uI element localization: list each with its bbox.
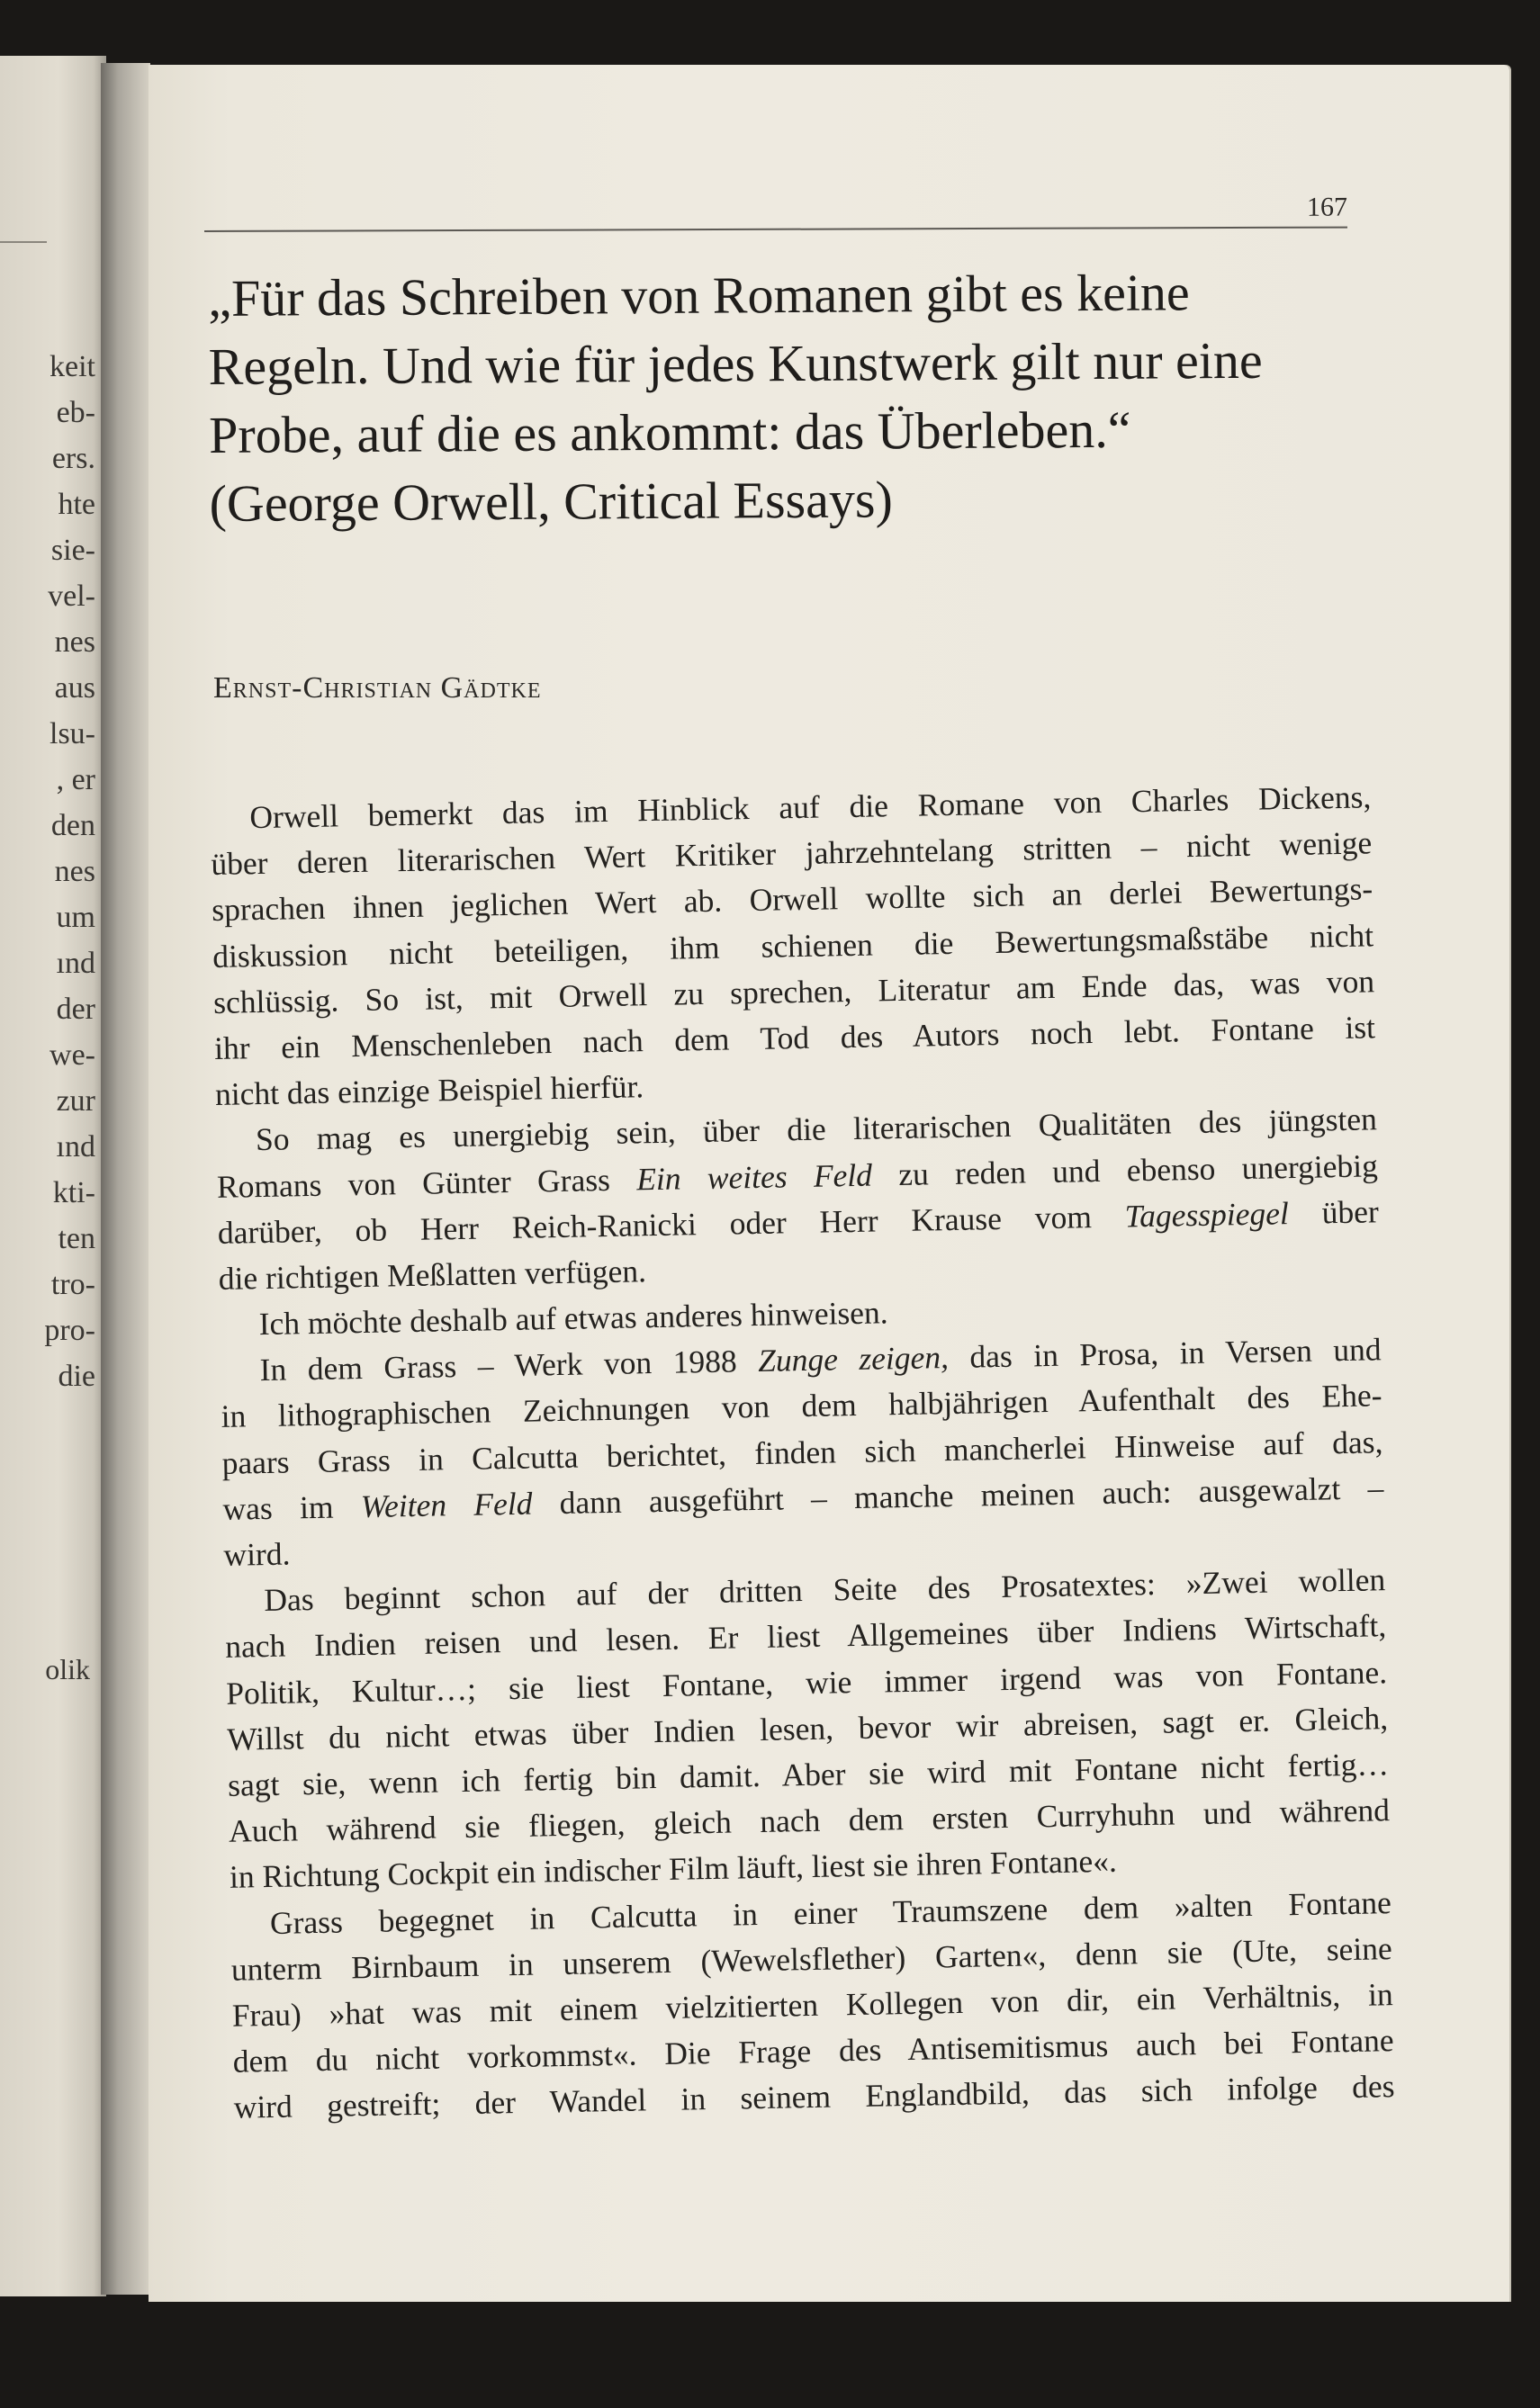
text-line: Willst du nicht etwas über Indien lesen, bevor wir abreisen, sagt er. Gleich, [226,1699,1389,1757]
newspaper-title-italic: Tagesspiegel [1124,1194,1290,1235]
chapter-title [208,257,1398,538]
text-line: So mag es unergiebig sein, über die literarischen Qualitäten des jüngsten [255,1101,1378,1158]
left-fragment: we- [50,1038,95,1072]
text-line: die richtigen Meßlatten verfügen. [218,1253,647,1297]
text-line: Auch während sie fliegen, gleich nach dem ersten Curryhuhn und während [228,1792,1391,1849]
text-line: In dem Grass – Werk von 1988 Zunge zeigen, das in Prosa, in Versen und [259,1331,1382,1388]
left-fragment: der [56,993,95,1026]
left-fragment: ınd [56,1130,95,1164]
left-fragment: die [58,1360,95,1393]
paragraph [224,1557,1391,1900]
left-fragment: um [56,901,95,934]
left-fragment: lsu- [50,717,95,750]
text-line: Frau) »hat was mit einem vielzitierten Kollegen von dir, ein Verhältnis, in [231,1976,1393,2034]
left-fragment: ten [58,1222,95,1255]
text-line: nach Indien reisen und lesen. Er liest Allgemeines über Indiens Wirtschaft, [224,1607,1387,1666]
left-facing-page [0,56,106,2296]
left-fragment: keit [50,350,95,383]
left-fragment: , er [56,763,95,796]
text-line: Romans von Günter Grass Ein weites Feld zu reden und ebenso unergiebig [216,1146,1379,1205]
left-bottom-fragment: olik [45,1653,90,1685]
text-line: unterm Birnbaum in unserem (Wewelsflether) Garten«, denn sie (Ute, seine [230,1929,1393,1988]
text-line: sagt sie, wenn ich fertig bin damit. Aber sie wird mit Fontane nicht fertig… [227,1746,1390,1803]
left-fragment: aus [54,671,95,705]
text-line: nicht das einzige Beispiel hierfür. [214,1068,644,1113]
left-fragment: ers. [51,442,95,475]
text-line: ihr ein Menschenleben nach dem Tod des Autors noch lebt. Fontane ist [213,1009,1376,1066]
body-text [210,774,1395,2131]
left-fragment: nes [54,855,95,888]
text-line: was im Weiten Feld dann ausgeführt – manche meinen auch: ausgewalzt – [222,1469,1384,1527]
left-fragment: hte [58,488,95,521]
title-line: „Für das Schreiben von Romanen gibt es keine [208,263,1190,328]
left-page-rule [0,241,47,243]
text-line: Ich möchte deshalb auf etwas anderes hinweisen. [258,1294,888,1343]
left-fragment: zur [56,1084,95,1118]
text-line: schlüssig. So ist, mit Orwell zu sprechen, Literatur am Ende das, was von [212,963,1375,1020]
title-line: Regeln. Und wie für jedes Kunstwerk gilt nur eine [208,330,1263,396]
left-fragment: pro- [44,1314,95,1347]
paragraph [216,1097,1381,1302]
text-line: paars Grass in Calcutta berichtet, finden sich mancherlei Hinweise auf das, [221,1423,1383,1481]
left-fragment: eb- [56,396,95,429]
text-line: darüber, ob Herr Reich-Ranicki oder Herr Krause vom Tagesspiegel über [217,1192,1380,1251]
text-line: über deren literarischen Wert Kritiker jahrzehntelang stritten – nicht wenige [211,824,1373,883]
text-line: Grass begegnet in Calcutta in einer Traumszene dem »alten Fontane [269,1883,1392,1941]
text-line: in Richtung Cockpit ein indischer Film läuft, liest sie ihren Fontane«. [229,1843,1118,1896]
text-line: in lithographischen Zeichnungen von dem halbjährigen Aufenthalt des Ehe- [221,1377,1382,1435]
page-number: 167 [1306,192,1347,222]
left-page-text-fragments [0,344,95,1399]
left-fragment: vel- [48,580,95,613]
text-line: sprachen ihnen jeglichen Wert ab. Orwell wollte sich an derlei Bewertungs- [211,870,1373,929]
title-line: (George Orwell, Critical Essays) [209,470,893,533]
text-line: wird gestreift; der Wandel in seinem Englandbild, das sich infolge des [233,2068,1395,2126]
left-fragment: tro- [50,1268,95,1301]
left-fragment: den [50,809,95,842]
book-gutter [101,63,150,2295]
text-line: diskussion nicht beteiligen, ihm schienen die Bewertungsmaßstäbe nicht [212,916,1374,975]
paragraph [230,1880,1395,2132]
running-head [204,187,1347,232]
paragraph [220,1327,1384,1579]
book-page [149,65,1509,2302]
left-fragment: ınd [56,947,95,980]
book-title-italic: Zunge zeigen, [757,1339,950,1379]
left-fragment: nes [54,625,95,659]
title-line: Probe, auf die es ankommt: das Überleben.“ [208,400,1131,464]
text-line: Das beginnt schon auf der dritten Seite des Prosatextes: »Zwei wollen [264,1561,1386,1619]
text-line: wird. [223,1535,291,1573]
book-title-italic: Ein weites Feld [635,1156,873,1197]
left-fragment: sie- [50,534,95,567]
left-fragment: kti- [52,1176,95,1209]
text-line: Orwell bemerkt das im Hinblick auf die Romane von Charles Dickens, [249,778,1372,836]
paragraph [210,774,1376,1118]
text-line: dem du nicht vorkommst«. Die Frage des Antisemitismus auch bei Fontane [232,2022,1394,2080]
book-title-italic: Weiten Feld [360,1485,533,1524]
author-name: Ernst-Christian Gädtke [213,671,542,705]
text-line: Politik, Kultur…; sie liest Fontane, wie immer irgend was von Fontane. [225,1653,1388,1712]
